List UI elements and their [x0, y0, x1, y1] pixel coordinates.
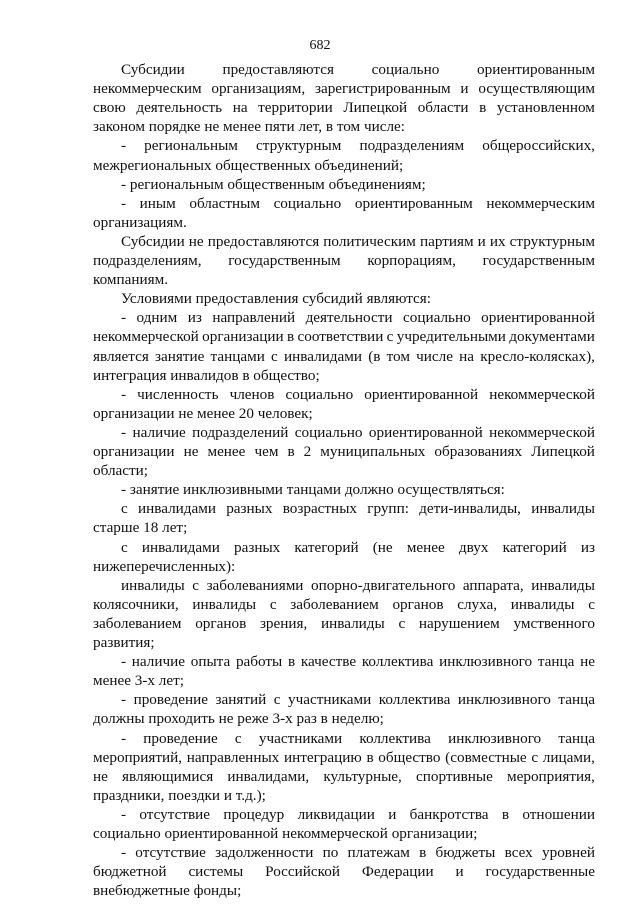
text-line: межрегиональных общественных объединений;: [93, 156, 404, 174]
text-line: является занятие танцами с инвалидами (в том числе на кресло-колясках),: [93, 347, 595, 365]
text-line: старше 18 лет;: [93, 519, 188, 537]
text-line: некоммерческой организации в соответствии с учредительными документами: [93, 328, 595, 346]
text-line: развития;: [93, 634, 155, 651]
text-line: компаниям.: [93, 271, 169, 289]
text-line: менее 3-х лет;: [93, 672, 184, 690]
text-line: - иным областным социально ориентированным некоммерческим: [121, 194, 595, 212]
text-line: подразделениям, государственным корпорациям, государственным: [93, 252, 595, 269]
text-line: - одним из направлений деятельности социально ориентированной: [121, 309, 595, 327]
text-line: - проведение занятий с участниками коллектива инклюзивного танца: [121, 691, 595, 709]
page-number: 682: [309, 38, 331, 53]
text-line: не являющимися инвалидами, культурные, спортивные мероприятия,: [93, 767, 595, 785]
text-line: с инвалидами разных возрастных групп: дети-инвалиды, инвалиды: [121, 500, 595, 518]
text-line: - проведение с участниками коллектива инклюзивного танца: [121, 729, 595, 747]
text-line: - занятие инклюзивными танцами должно осуществляться:: [121, 481, 505, 499]
text-line: Субсидии не предоставляются политическим партиям и их структурным: [121, 232, 595, 250]
text-line: организации не менее 20 человек;: [93, 404, 313, 422]
text-line: - региональным структурным подразделениям общероссийских,: [121, 137, 595, 155]
text-line: - численность членов социально ориентированной некоммерческой: [121, 385, 595, 403]
text-line: Субсидии предоставляются социально ориентированным: [121, 61, 595, 78]
text-line: организации не менее чем в 2 муниципальных образованиях Липецкой: [93, 443, 595, 460]
text-line: законом порядке не менее пяти лет, в том числе:: [93, 118, 406, 136]
text-line: колясочники, инвалиды с заболеванием органов слуха, инвалиды с: [93, 595, 595, 613]
text-line: области;: [93, 462, 148, 480]
text-line: мероприятий, направленных интеграцию в общество (совместные с лицами,: [93, 748, 595, 766]
text-line: - отсутствие задолженности по платежам в бюджеты всех уровней: [121, 844, 595, 862]
text-line: нижеперечисленных):: [93, 557, 236, 575]
text-line: социально ориентированной некоммерческой организации;: [93, 825, 478, 842]
text-line: свою деятельность на территории Липецкой области в установленном: [93, 99, 595, 117]
text-line: некоммерческим организациям, зарегистрированным и осуществляющим: [93, 80, 595, 98]
text-line: праздники, поездки и т.д.);: [93, 786, 266, 804]
text-line: интеграция инвалидов в общество;: [93, 366, 320, 384]
text-line: инвалиды с заболеваниями опорно-двигательного аппарата, инвалиды: [121, 576, 595, 594]
text-line: с инвалидами разных категорий (не менее двух категорий из: [121, 538, 595, 556]
text-line: должны проходить не реже 3-х раз в неделю;: [93, 710, 384, 728]
text-line: - региональным общественным объединениям;: [121, 175, 426, 193]
text-line: - отсутствие процедур ликвидации и банкротства в отношении: [121, 805, 595, 823]
text-line: - наличие подразделений социально ориентированной некоммерческой: [121, 423, 595, 441]
text-line: заболеванием органов зрения, инвалиды с нарушением умственного: [93, 614, 595, 632]
text-line: бюджетной системы Российской Федерации и государственные: [93, 863, 595, 881]
text-line: Условиями предоставления субсидий являются:: [121, 290, 431, 308]
text-line: внебюджетные фонды;: [93, 882, 242, 900]
text-line: организациям.: [93, 213, 187, 231]
text-line: - наличие опыта работы в качестве коллектива инклюзивного танца не: [121, 653, 595, 671]
